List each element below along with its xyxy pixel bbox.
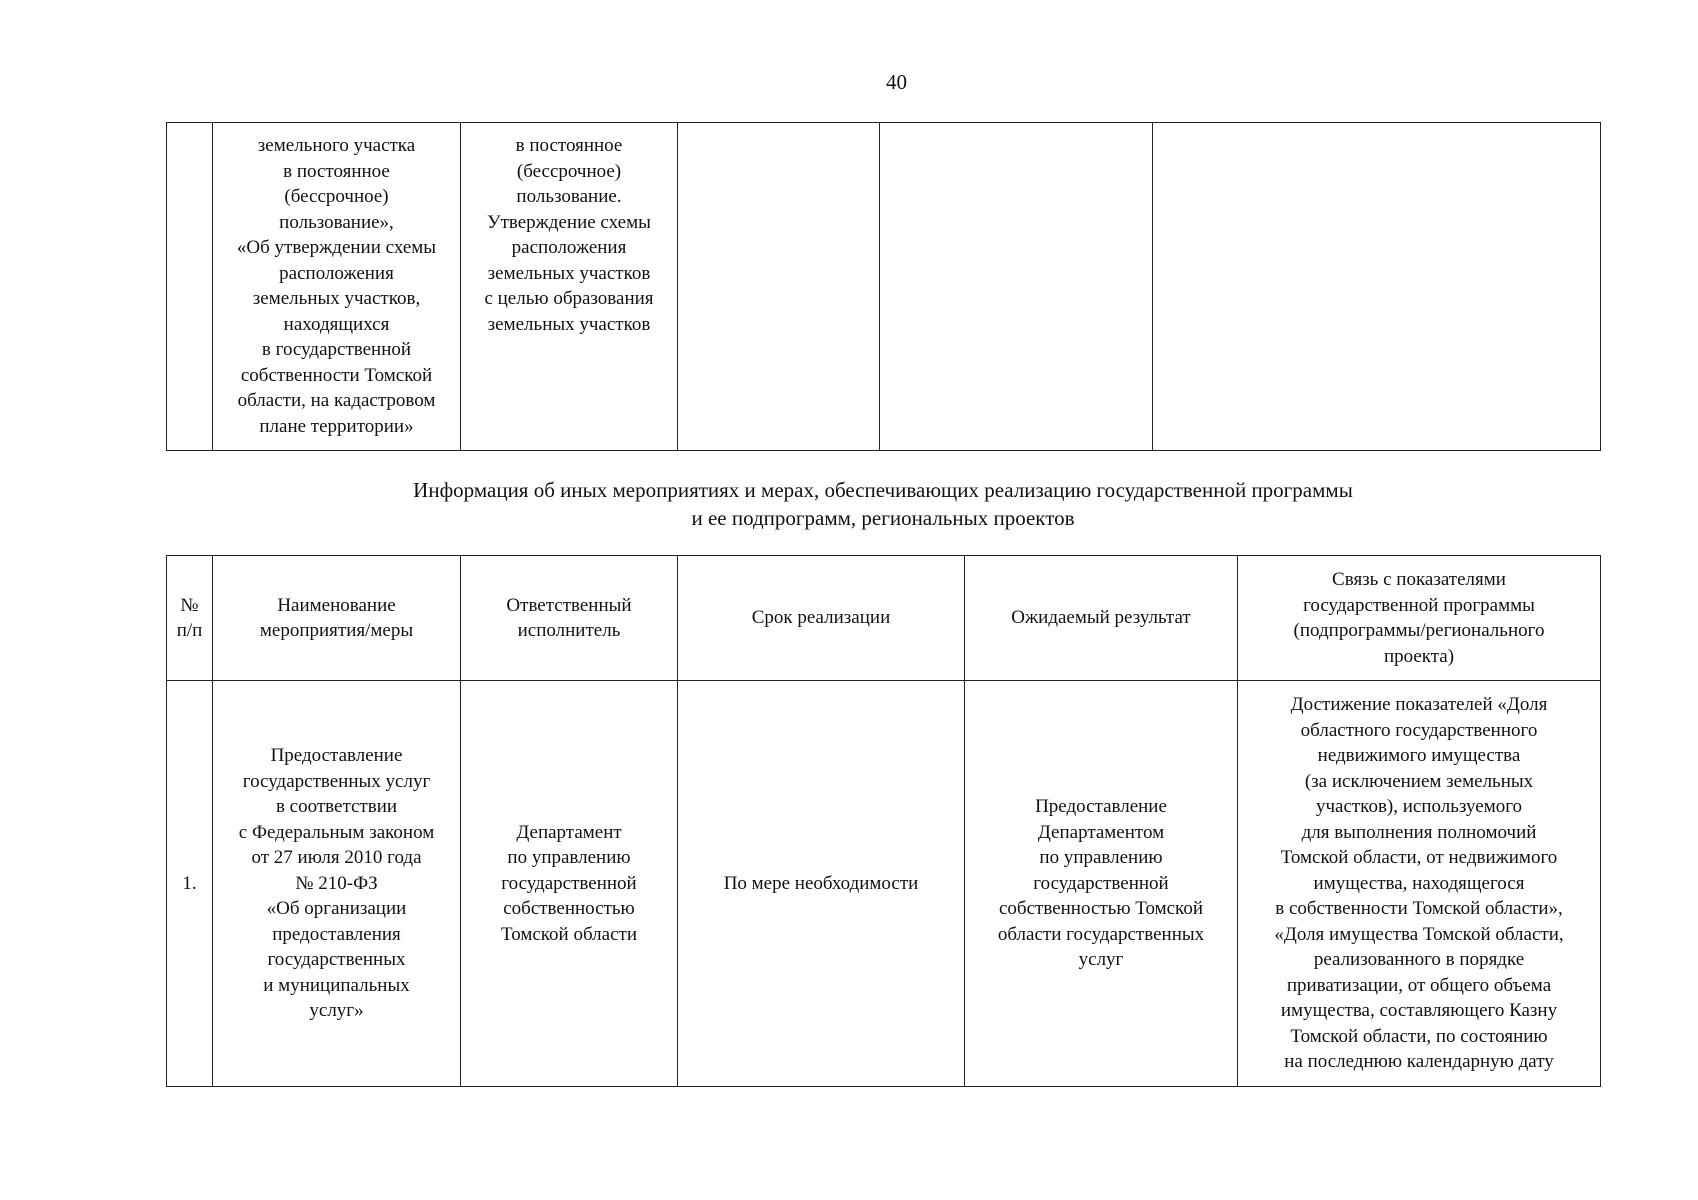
continuation-table xyxy=(166,122,1601,451)
table-cell xyxy=(880,123,1153,451)
table-header-cell: Срок реализации xyxy=(678,556,965,681)
table-cell: земельного участка в постоянное (бессрочное) пользование», «Об утверждении схемы расположения земельных участков, находящихся в государственной собственности Томской области, на кадастровом плане территории» xyxy=(213,123,461,451)
table-cell xyxy=(167,123,213,451)
page-number: 40 xyxy=(886,70,907,94)
table-cell: в постоянное (бессрочное) пользование. Утверждение схемы расположения земельных участков с целью образования земельных участков xyxy=(461,123,678,451)
table-header-cell: Ожидаемый результат xyxy=(965,556,1238,681)
table-cell: Департамент по управлению государственной собственностью Томской области xyxy=(461,681,678,1087)
table-row xyxy=(167,681,1601,1087)
table-cell: По мере необходимости xyxy=(678,681,965,1087)
table-header-cell: Связь с показателями государственной программы (подпрограммы/регионального проекта) xyxy=(1238,556,1601,681)
measures-table xyxy=(166,555,1601,1087)
section-heading-line: и ее подпрограмм, региональных проектов xyxy=(691,506,1075,530)
table-header-cell: Наименование мероприятия/меры xyxy=(213,556,461,681)
table-cell: Достижение показателей «Доля областного государственного недвижимого имущества (за исключением земельных участков), используемого для выполнения полномочий Томской области, от недвижимого имущества, находящегося в собственности Томской области», «Доля имущества Томской области, реализованного в порядке приватизации, от общего объема имущества, составляющего Казну Томской области, по состоянию на последнюю календарную дату xyxy=(1238,681,1601,1087)
table-header-row xyxy=(167,556,1601,681)
table-header-cell: № п/п xyxy=(167,556,213,681)
table-header-cell: Ответственный исполнитель xyxy=(461,556,678,681)
section-heading xyxy=(166,476,1600,532)
table-cell xyxy=(678,123,880,451)
table-cell: Предоставление государственных услуг в соответствии с Федеральным законом от 27 июля 2010 года № 210-ФЗ «Об организации предоставления государственных и муниципальных услуг» xyxy=(213,681,461,1087)
table-cell: 1. xyxy=(167,681,213,1087)
table-row xyxy=(167,123,1601,451)
table-cell xyxy=(1153,123,1601,451)
section-heading-line: Информация об иных мероприятиях и мерах, обеспечивающих реализацию государственной программы xyxy=(413,478,1353,502)
table-cell: Предоставление Департаментом по управлению государственной собственностью Томской области государственных услуг xyxy=(965,681,1238,1087)
